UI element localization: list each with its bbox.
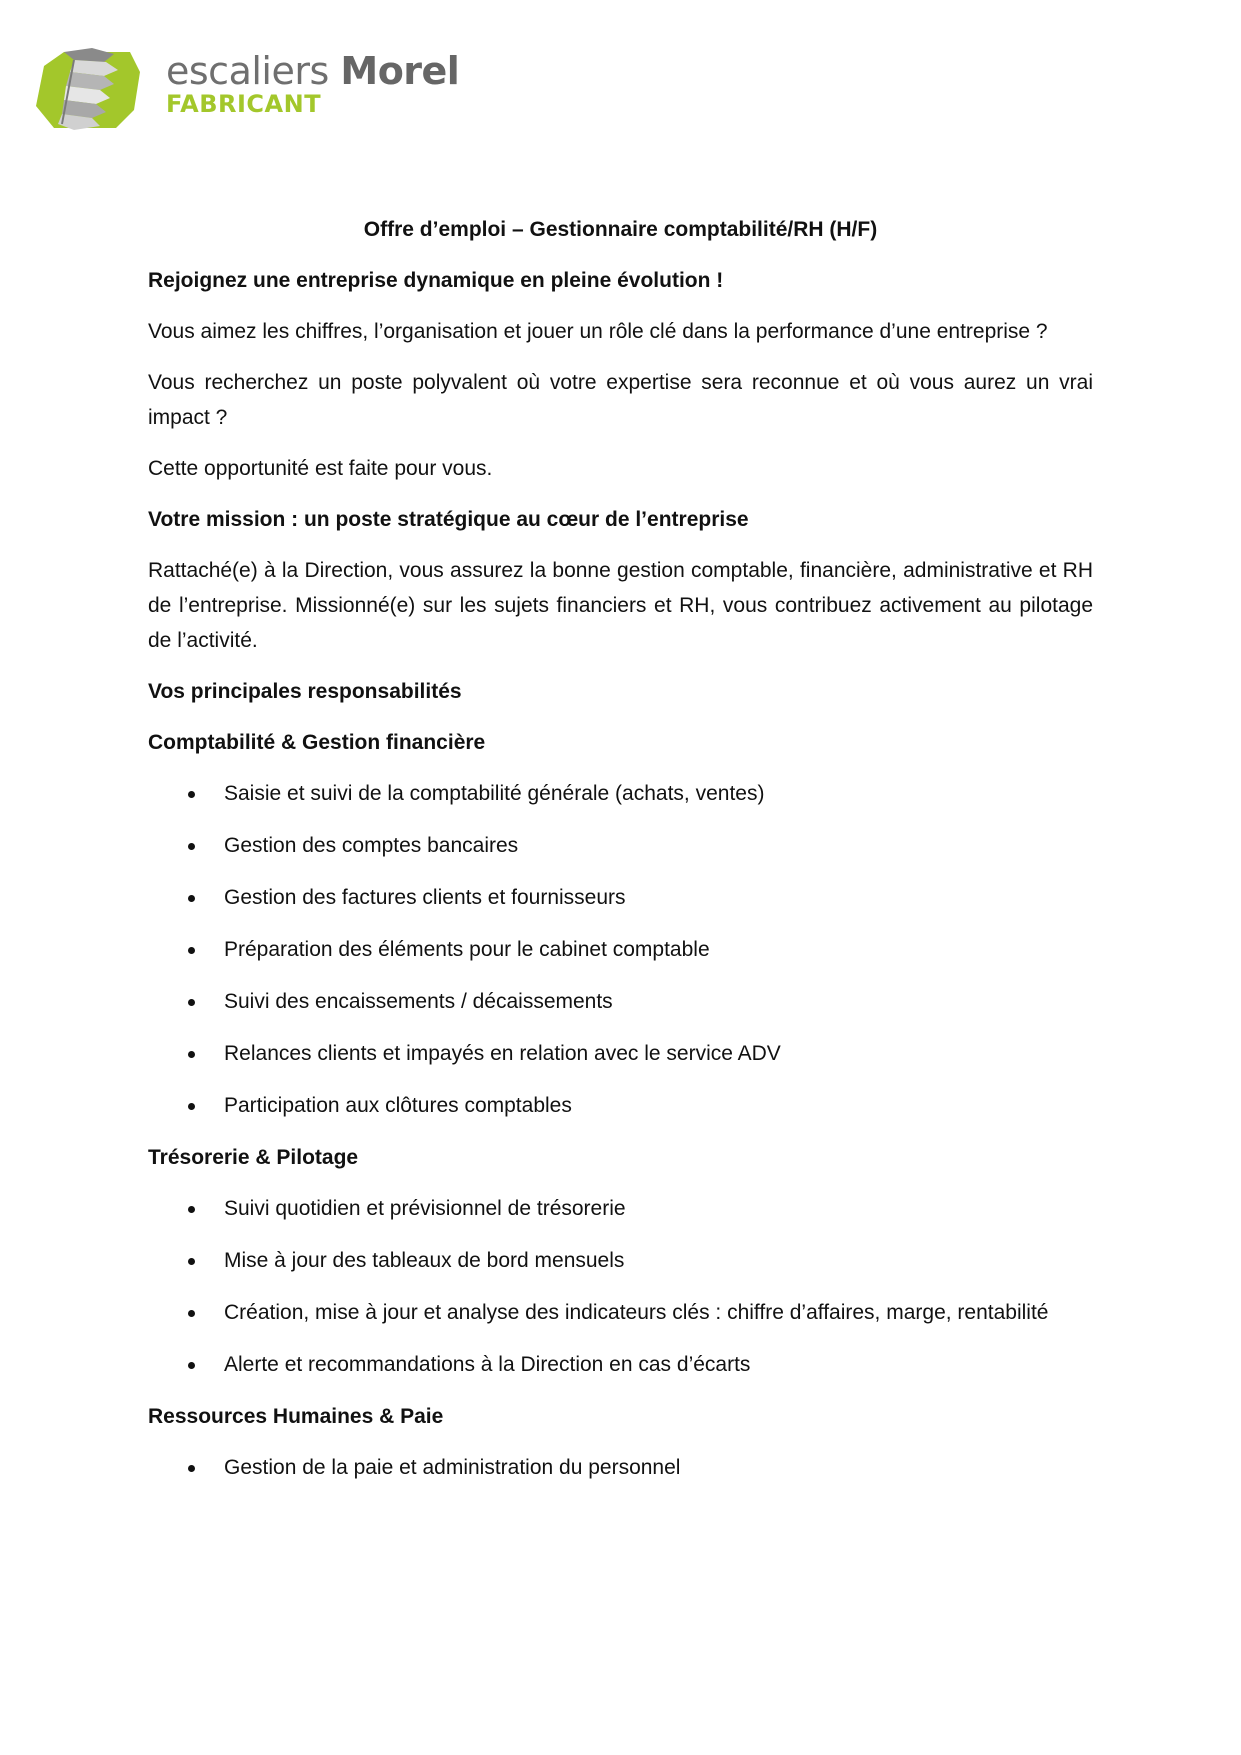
intro-heading: Rejoignez une entreprise dynamique en pleine évolution !: [148, 269, 724, 292]
list-item: [148, 932, 1093, 967]
brand-name-light: escaliers: [166, 49, 329, 93]
section-heading-tresorerie: Trésorerie & Pilotage: [148, 1146, 359, 1169]
section-heading-rh: Ressources Humaines & Paie: [148, 1405, 444, 1428]
bullet-icon: [188, 1310, 195, 1317]
list-item-text: Relances clients et impayés en relation avec le service ADV: [224, 1042, 781, 1065]
bullet-list-rh: [148, 1450, 1093, 1485]
list-item-text: Participation aux clôtures comptables: [224, 1094, 572, 1117]
responsibilities-heading: Vos principales responsabilités: [148, 680, 462, 703]
list-item-text: Alerte et recommandations à la Direction en cas d’écarts: [224, 1353, 751, 1376]
bullet-icon: [188, 895, 195, 902]
list-item: [148, 1088, 1093, 1123]
list-item: [148, 828, 1093, 863]
bullet-list-comptabilite: [148, 776, 1093, 1123]
bullet-icon: [188, 1362, 195, 1369]
list-item-text: Gestion de la paie et administration du personnel: [224, 1456, 681, 1479]
bullet-icon: [188, 791, 195, 798]
bullet-icon: [188, 1206, 195, 1213]
brand-tagline: FABRICANT: [166, 90, 322, 118]
intro-paragraph: Vous recherchez un poste polyvalent où votre expertise sera reconnue et où vous aurez un vrai impact ?: [148, 371, 1093, 429]
bullet-icon: [188, 1051, 195, 1058]
list-item: [148, 1347, 1093, 1382]
list-item-text: Gestion des factures clients et fournisseurs: [224, 886, 626, 909]
list-item-text: Saisie et suivi de la comptabilité générale (achats, ventes): [224, 782, 765, 805]
company-header: [34, 48, 494, 138]
list-item-text: Suivi quotidien et prévisionnel de trésorerie: [224, 1197, 626, 1220]
intro-paragraph: Vous aimez les chiffres, l’organisation et jouer un rôle clé dans la performance d’une entreprise ?: [148, 320, 1048, 343]
bullet-icon: [188, 843, 195, 850]
list-item-text: Suivi des encaissements / décaissements: [224, 990, 613, 1013]
list-item-text: Préparation des éléments pour le cabinet comptable: [224, 938, 710, 961]
list-item: [148, 880, 1093, 915]
list-item-text: Création, mise à jour et analyse des indicateurs clés : chiffre d’affaires, marge, rentabilité: [224, 1301, 1049, 1324]
mission-heading: Votre mission : un poste stratégique au cœur de l’entreprise: [148, 508, 749, 531]
brand-name: [166, 48, 459, 94]
bullet-list-tresorerie: [148, 1191, 1093, 1382]
bullet-icon: [188, 1258, 195, 1265]
bullet-icon: [188, 999, 195, 1006]
list-item: [148, 1243, 1093, 1278]
list-item: [148, 776, 1093, 811]
mission-paragraph: Rattaché(e) à la Direction, vous assurez la bonne gestion comptable, financière, administrative et RH de l’entreprise. Missionné(e) sur les sujets financiers et RH, vous contribuez activement au pilotage de l’activité.: [148, 559, 1093, 652]
bullet-icon: [188, 1103, 195, 1110]
intro-paragraph: Cette opportunité est faite pour vous.: [148, 457, 493, 480]
job-offer-document: [148, 212, 1093, 1502]
list-item-text: Mise à jour des tableaux de bord mensuels: [224, 1249, 625, 1272]
staircase-logo-icon: [34, 48, 140, 132]
list-item: [148, 1191, 1093, 1226]
list-item: [148, 1036, 1093, 1071]
bullet-icon: [188, 947, 195, 954]
page-title: Offre d’emploi – Gestionnaire comptabilité/RH (H/F): [363, 218, 878, 241]
list-item: [148, 1450, 1093, 1485]
brand-name-bold: Morel: [340, 49, 460, 93]
section-heading-comptabilite: Comptabilité & Gestion financière: [148, 731, 486, 754]
list-item: [148, 984, 1093, 1019]
list-item: [148, 1295, 1093, 1330]
list-item-text: Gestion des comptes bancaires: [224, 834, 519, 857]
brand-wordmark: [166, 48, 459, 118]
bullet-icon: [188, 1465, 195, 1472]
